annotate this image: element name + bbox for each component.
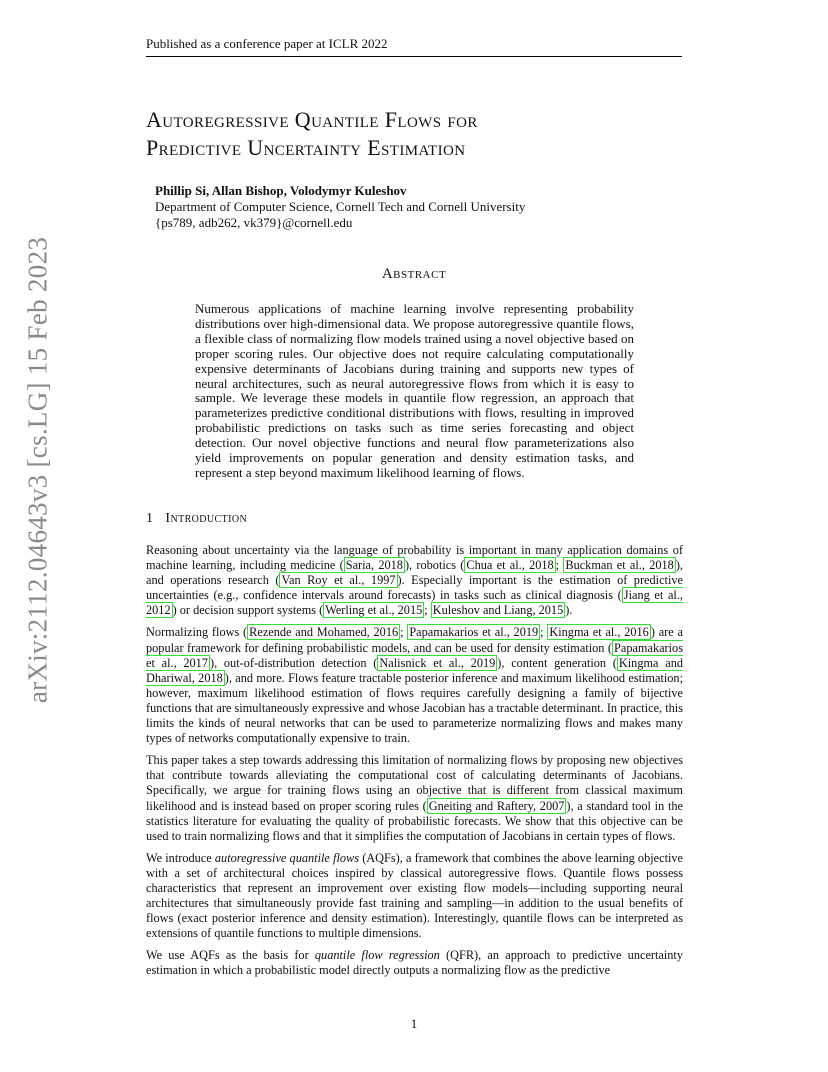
citation-link[interactable]: Papamakarios et al., 2019 (409, 625, 539, 640)
citation-link[interactable]: Kingma et al., 2016 (549, 625, 649, 640)
citation-link[interactable]: Chua et al., 2018 (466, 558, 554, 573)
paragraph (146, 753, 683, 844)
section-heading-introduction (146, 511, 247, 527)
section-number: 1 (146, 511, 154, 526)
citation-link[interactable]: Rezende and Mohamed, 2016 (249, 625, 399, 640)
citation-link[interactable]: Saria, 2018 (345, 558, 403, 573)
text-run: This paper takes a step towards addressing this limitation of normalizing flows by proposing new objectives that contribute towards alleviating the computational cost of calculating determinants of Jacobians. Specifically, we argue for training flows using an objective that is different from classical maximum likelihood and is instead based on proper scoring rules ( (146, 753, 683, 813)
paragraph (146, 948, 683, 978)
text-run: Normalizing flows ( (146, 625, 248, 640)
paragraph (146, 851, 683, 942)
text-run: ), out-of-distribution detection ( (209, 655, 378, 670)
arxiv-identifier-stamp: arXiv:2112.04643v3 [cs.LG] 15 Feb 2023 (22, 236, 53, 704)
paragraph (146, 625, 683, 746)
text-run: ). Especially important is the estimation of predictive uncertainties (e.g., confidence intervals around forecasts) in tasks such as clinical diagnosis ( (146, 573, 683, 603)
citation-link[interactable]: Papamakarios et al., 2017 (146, 640, 683, 670)
author-emails: {ps789, adb262, vk379}@cornell.edu (155, 215, 353, 230)
abstract-text: Numerous applications of machine learning involve representing probability distributions over high-dimensional data. We propose autoregressive quantile flows, a flexible class of normalizing flow models trained using a novel objective based on proper scoring rules. Our objective does not require calculating computationally expensive determinants of Jacobians during training and supports new types of neural architectures, such as neural autoregressive flows from which it is easy to sample. We leverage these models in quantile flow regression, an approach that parameterizes predictive conditional distributions with flows, resulting in improved probabilistic predictions on tasks such as time series forecasting and object detection. Our novel objective functions and neural flow parameterizations also yield improvements on popular generation and density estimation tasks, and represent a step beyond maximum likelihood learning of flows. (195, 301, 634, 480)
text-run: ), robotics ( (404, 558, 465, 573)
citation-link[interactable]: Kingma and Dhariwal, 2018 (146, 655, 683, 685)
author-names: Phillip Si, Allan Bishop, Volodymyr Kuleshov (155, 183, 407, 198)
text-run: Reasoning about uncertainty via the language of probability is important in many application domains of machine learning, including medicine ( (146, 543, 683, 573)
abstract-heading: Abstract (381, 266, 447, 282)
text-run: ), content generation ( (497, 655, 617, 670)
text-run: (AQFs), a framework that combines the above learning objective with a set of architectural choices inspired by classical autoregressive flows. Quantile flows possess characteristics that represent an improvement over existing flow models—including supporting neural architectures that simultaneously provide fast training and sampling—in addition to the usual benefits of flows (exact posterior inference and density estimation). Interestingly, quantile flows can be interpreted as extensions of quantile functions to multiple dimensions. (146, 850, 684, 941)
page-number: 1 (410, 1016, 418, 1031)
text-run: ; (540, 625, 548, 640)
paper-title (146, 106, 706, 162)
text-run: ) are a popular framework for defining probabilistic models, and can be used for density estimation ( (146, 625, 683, 655)
text-run: ; (555, 558, 564, 573)
title-line-1: Autoregressive Quantile Flows for (146, 107, 478, 132)
title-line-2: Predictive Uncertainty Estimation (146, 135, 466, 160)
introduction-body (146, 543, 683, 986)
text-run: ), and more. Flows feature tractable posterior inference and maximum likelihood estimation; however, maximum likelihood estimation of flows requires carefully designing a family of bijective functions that are simultaneously expressive and whose Jacobian has a tractable determinant. In practice, this limits the kinds of neural networks that can be used to parameterize normalizing flows and makes many types of networks computationally expensive to train. (146, 670, 684, 746)
citation-link[interactable]: Gneiting and Raftery, 2007 (428, 798, 565, 813)
citation-link[interactable]: Van Roy et al., 1997 (281, 573, 396, 588)
text-run: We introduce (146, 850, 215, 865)
section-title: Introduction (165, 511, 248, 526)
text-run: ; (400, 625, 408, 640)
author-affiliation: Department of Computer Science, Cornell Tech and Cornell University (155, 199, 526, 214)
text-run: ; (424, 603, 431, 618)
running-header: Published as a conference paper at ICLR 2022 (146, 36, 682, 57)
text-run: ) or decision support systems ( (172, 603, 324, 618)
citation-link[interactable]: Kuleshov and Liang, 2015 (432, 603, 564, 618)
citation-link[interactable]: Nalisnick et al., 2019 (379, 655, 496, 670)
citation-link[interactable]: Buckman et al., 2018 (565, 558, 674, 573)
text-run: ), and operations research ( (146, 558, 683, 588)
emphasis-term: quantile flow regression (314, 948, 440, 963)
text-run: (QFR), an approach to predictive uncertainty estimation in which a probabilistic model directly outputs a normalizing flow as the predictive (146, 948, 683, 978)
emphasis-term: autoregressive quantile flows (214, 850, 360, 865)
citation-link[interactable]: Werling et al., 2015 (325, 603, 423, 618)
text-run: ), a standard tool in the statistics literature for evaluating the quality of probabilistic forecasts. We show that this objective can be used to train normalizing flows and that it simplifies the computation of Jacobians in certain types of flows. (146, 798, 683, 843)
text-run: We use AQFs as the basis for (146, 948, 315, 963)
text-run: ). (565, 603, 573, 618)
citation-link[interactable]: Jiang et al., 2012 (146, 588, 683, 618)
paragraph (146, 543, 683, 618)
author-block (155, 183, 525, 231)
